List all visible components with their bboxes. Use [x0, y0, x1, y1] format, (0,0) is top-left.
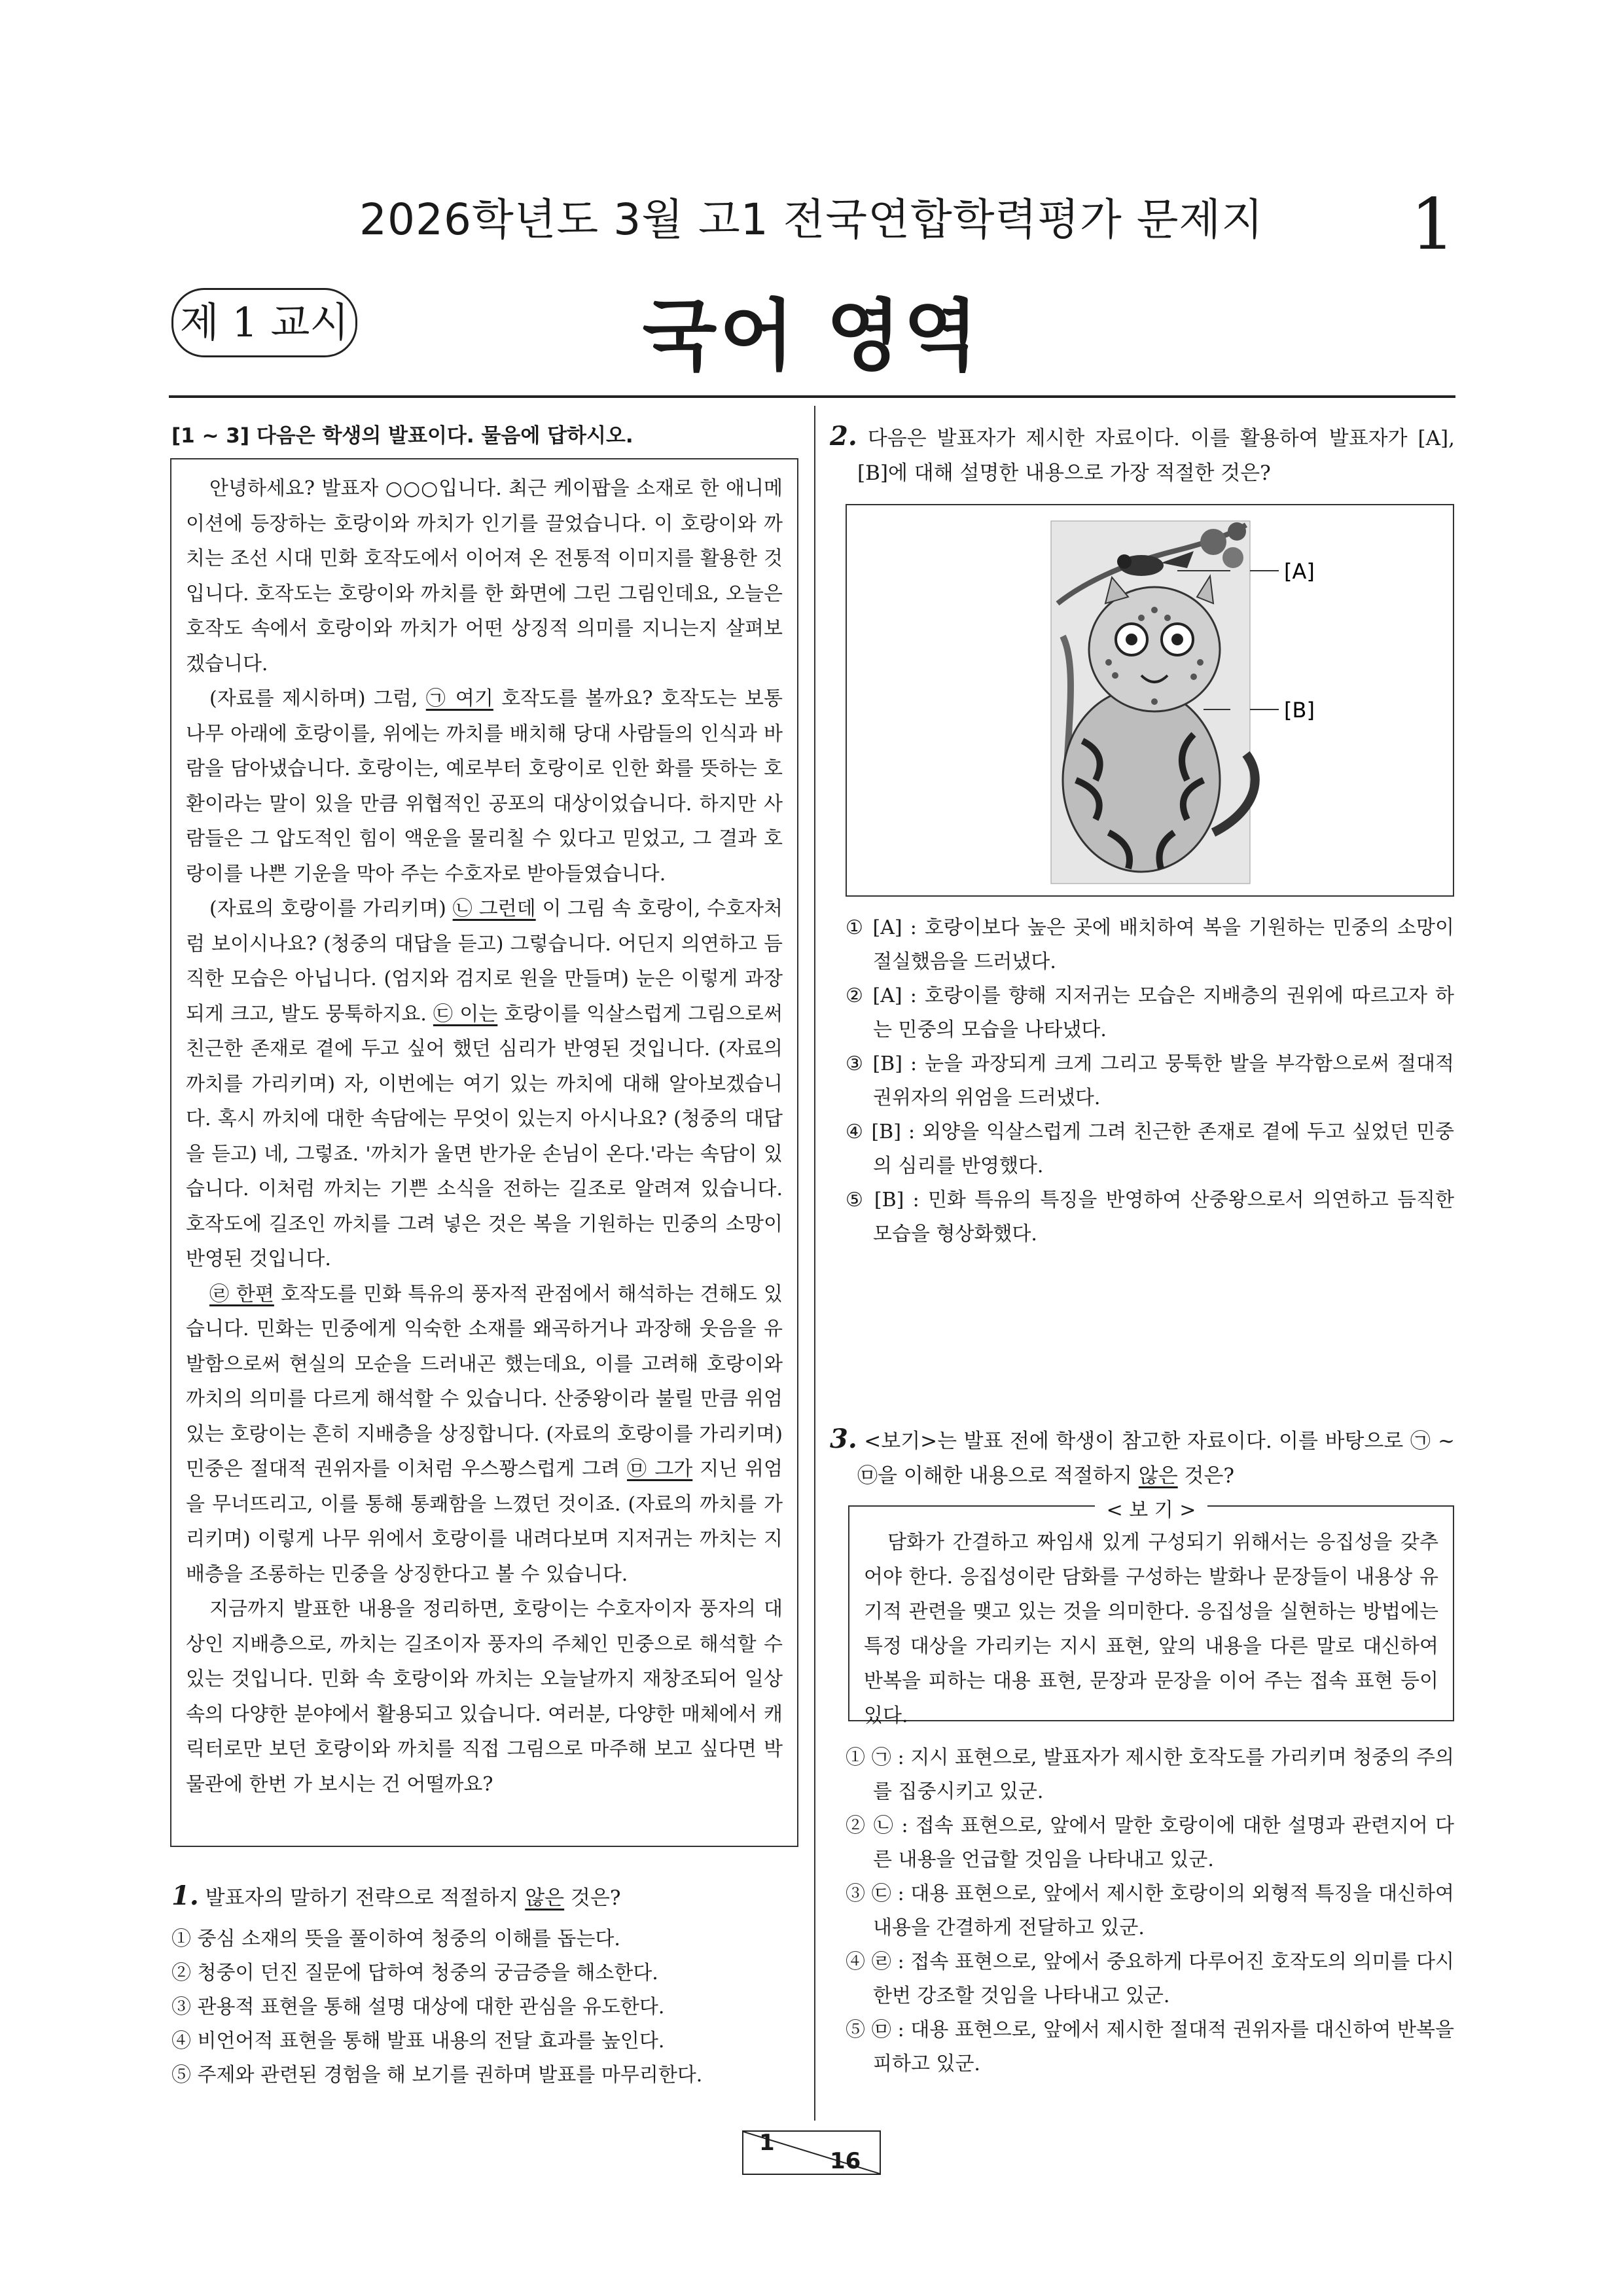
marker-b: ㉡ 그런데 — [452, 897, 536, 920]
subject-title: 국어 영역 — [642, 291, 981, 381]
question-1-option-2[interactable]: ② 청중이 던진 질문에 답하여 청중의 궁금증을 해소한다. — [171, 1962, 658, 1984]
question-2 — [830, 419, 1455, 491]
figure-label-b: [B] — [1284, 698, 1315, 723]
marker-d: ㉣ 한편 — [209, 1282, 274, 1306]
question-2-option-2[interactable]: ② [A] : 호랑이를 향해 지저귀는 모습은 지배층의 권위에 따르고자 하는 민중의 모습을 나타냈다. — [846, 984, 1454, 1041]
bogi-text: 담화가 간결하고 짜임새 있게 구성되기 위해서는 응집성을 갖추어야 한다. 응집성이란 담화를 구성하는 발화나 문장들이 내용상 유기적 관련을 맺고 있는 것을 의미한다. 응집성을 실현하는 방법에는 특정 대상을 가리키는 지시 표현, 앞의 내용을 다른 말로 대신하여 반복을 피하는 대용 표현, 문장과 문장을 이어 주는 접속 표현 등이 있다. — [864, 1531, 1438, 1727]
question-3-stem: 3. <보기>는 발표 전에 학생이 참고한 자료이다. 이를 바탕으로 ㉠ ~ ㉤을 이해한 내용으로 적절하지 않은 것은? — [830, 1424, 1455, 1488]
question-3-option-1[interactable]: ① ㉠ : 지시 표현으로, 발표자가 제시한 호작도를 가리키며 청중의 주의를 집중시키고 있군. — [846, 1746, 1454, 1803]
column-divider — [814, 406, 815, 2121]
question-1-option-5[interactable]: ⑤ 주제와 관련된 경험을 해 보기를 권하며 발표를 마무리한다. — [171, 2064, 703, 2087]
passage-paragraph-3: (자료의 호랑이를 가리키며) ㉡ 그런데 이 그림 속 호랑이, 수호자처럼 보이시나요? (청중의 대답을 듣고) 그렇습니다. 어딘지 의연하고 듬직한 모습은 아닙니다. (엄지와 검지로 원을 만들며) 눈은 이렇게 과장되게 크고, 발도 뭉툭하지요. ㉢ 이는 호랑이를 익살스럽게 그림으로써 친근한 존재로 곁에 두고 싶어 했던 심리가 반영된 것입니다. (자료의 까치를 가리키며) 자, 이번에는 여기 있는 까치에 대해 알아보겠습니다. 혹시 까치에 대한 속담에는 무엇이 있는지 아시나요? (청중의 대답을 듣고) 네, 그렇죠. '까치가 울면 반가운 손님이 온다.'라는 속담이 있습니다. 이처럼 까치는 기쁜 소식을 전하는 길조로 알려져 있습니다. 호작도에 길조인 까치를 그려 넣은 것은 복을 기원하는 민중의 소망이 반영된 것입니다. — [186, 897, 783, 1270]
marker-a: ㉠ 여기 — [425, 687, 493, 710]
question-3-options — [846, 1741, 1454, 2081]
question-2-number: 2. — [830, 421, 857, 452]
question-3-option-4[interactable]: ④ ㉣ : 접속 표현으로, 앞에서 중요하게 다루어진 호작도의 의미를 다시 한번 강조할 것임을 나타내고 있군. — [846, 1950, 1454, 2007]
passage-paragraph-2: (자료를 제시하며) 그럼, ㉠ 여기 호작도를 볼까요? 호작도는 보통 나무 아래에 호랑이를, 위에는 까치를 배치해 당대 사람들의 인식과 바람을 담아냈습니다. 호랑이는, 예로부터 호랑이로 인한 화를 뜻하는 호환이라는 말이 있을 만큼 위협적인 공포의 대상이었습니다. 하지만 사람들은 그 압도적인 힘이 액운을 물리칠 수 있다고 믿었고, 그 결과 호랑이를 나쁜 기운을 막아 주는 수호자로 받아들였습니다. — [186, 687, 783, 886]
question-3 — [830, 1422, 1455, 1494]
question-1-option-4[interactable]: ④ 비언어적 표현을 통해 발표 내용의 전달 효과를 높인다. — [171, 2030, 665, 2053]
exam-title: 2026학년도 3월 고1 전국연합학력평가 문제지 — [359, 194, 1264, 245]
question-3-option-3[interactable]: ③ ㉢ : 대용 표현으로, 앞에서 제시한 호랑이의 외형적 특징을 대신하여 내용을 간결하게 전달하고 있군. — [846, 1882, 1454, 1939]
question-1-option-1[interactable]: ① 중심 소재의 뜻을 풀이하여 청중의 이해를 돕는다. — [171, 1928, 620, 1950]
question-1-number: 1. — [171, 1880, 199, 1911]
question-3-number: 3. — [830, 1424, 857, 1454]
question-3-option-2[interactable]: ② ㉡ : 접속 표현으로, 앞에서 말한 호랑이에 대한 설명과 관련지어 다른 내용을 언급할 것임을 나타내고 있군. — [846, 1814, 1454, 1871]
passage-paragraph-1: 안녕하세요? 발표자 ○○○입니다. 최근 케이팝을 소재로 한 애니메이션에 등장하는 호랑이와 까치가 인기를 끌었습니다. 이 호랑이와 까치는 조선 시대 민화 호작도에서 이어져 온 전통적 이미지를 활용한 것입니다. 호작도는 호랑이와 까치를 한 화면에 그린 그림인데요, 오늘은 호작도 속에서 호랑이와 까치가 어떤 상징적 의미를 지니는지 살펴보겠습니다. — [186, 477, 783, 675]
question-2-stem: 2. 다음은 발표자가 제시한 자료이다. 이를 활용하여 발표자가 [A], [B]에 대해 설명한 내용으로 가장 적절한 것은? — [830, 421, 1455, 485]
passage-paragraph-5: 지금까지 발표한 내용을 정리하면, 호랑이는 수호자이자 풍자의 대상인 지배층으로, 까치는 길조이자 풍자의 주체인 민중으로 해석할 수 있는 것입니다. 민화 속 호랑이와 까치는 오늘날까지 재창조되어 일상 속의 다양한 분야에서 활용되고 있습니다. 여러분, 다양한 매체에서 캐릭터로만 보던 호랑이와 까치를 직접 그림으로 마주해 보고 싶다면 박물관에 한번 가 보시는 건 어떨까요? — [186, 1598, 783, 1796]
page-current: 1 — [759, 2130, 775, 2156]
passage-paragraph-4: ㉣ 한편 호작도를 민화 특유의 풍자적 관점에서 해석하는 견해도 있습니다. 민화는 민중에게 익숙한 소재를 왜곡하거나 과장해 웃음을 유발함으로써 현실의 모순을 드러내곤 했는데요, 이를 고려해 호랑이와 까치의 의미를 다르게 해석할 수 있습니다. 산중왕이라 불릴 만큼 위엄 있는 호랑이는 흔히 지배층을 상징합니다. (자료의 호랑이를 가리키며) 민중은 절대적 권위자를 이처럼 우스꽝스럽게 그려 ㉤ 그가 지닌 위엄을 무너뜨리고, 이를 통해 통쾌함을 느꼈던 것이죠. (자료의 까치를 가리키며) 이렇게 나무 위에서 호랑이를 내려다보며 지저귀는 까치는 지배층을 조롱하는 민중을 상징한다고 볼 수 있습니다. — [186, 1282, 783, 1586]
question-2-option-1[interactable]: ① [A] : 호랑이보다 높은 곳에 배치하여 복을 기원하는 민중의 소망이 절실했음을 드러냈다. — [846, 916, 1454, 973]
page-total: 16 — [830, 2148, 861, 2174]
figure-frame — [846, 504, 1454, 897]
page-number-large: 1 — [1410, 184, 1455, 266]
question-2-option-5[interactable]: ⑤ [B] : 민화 특유의 특징을 반영하여 산중왕으로서 의연하고 듬직한 모습을 형상화했다. — [846, 1189, 1454, 1246]
question-1-option-3[interactable]: ③ 관용적 표현을 통해 설명 대상에 대한 관심을 유도한다. — [171, 1996, 665, 2018]
question-2-option-4[interactable]: ④ [B] : 외양을 익살스럽게 그려 친근한 존재로 곁에 두고 싶었던 민중의 심리를 반영했다. — [846, 1121, 1454, 1177]
tiger-magpie-painting-figure — [847, 505, 1453, 895]
question-2-options — [846, 911, 1454, 1251]
marker-c: ㉢ 이는 — [433, 1002, 498, 1026]
question-3-option-5[interactable]: ⑤ ㉤ : 대용 표현으로, 앞에서 제시한 절대적 권위자를 대신하여 반복을 피하고 있군. — [846, 2018, 1454, 2075]
bogi-title: < 보 기 > — [851, 1494, 1452, 1522]
header-divider — [169, 395, 1455, 398]
presentation-passage — [186, 471, 783, 1802]
period-badge: 제 1 교시 — [171, 288, 357, 357]
figure-label-a: [A] — [1284, 559, 1315, 584]
marker-e: ㉤ 그가 — [627, 1458, 693, 1480]
question-group-heading: [1 ~ 3] 다음은 학생의 발표이다. 물음에 답하시오. — [171, 424, 633, 448]
question-2-option-3[interactable]: ③ [B] : 눈을 과장되게 크게 그리고 뭉툭한 발을 부각함으로써 절대적 권위자의 위엄을 드러냈다. — [846, 1052, 1454, 1109]
question-1 — [171, 1878, 800, 2092]
question-1-stem: 1. 발표자의 말하기 전략으로 적절하지 않은 것은? — [171, 1880, 621, 1911]
